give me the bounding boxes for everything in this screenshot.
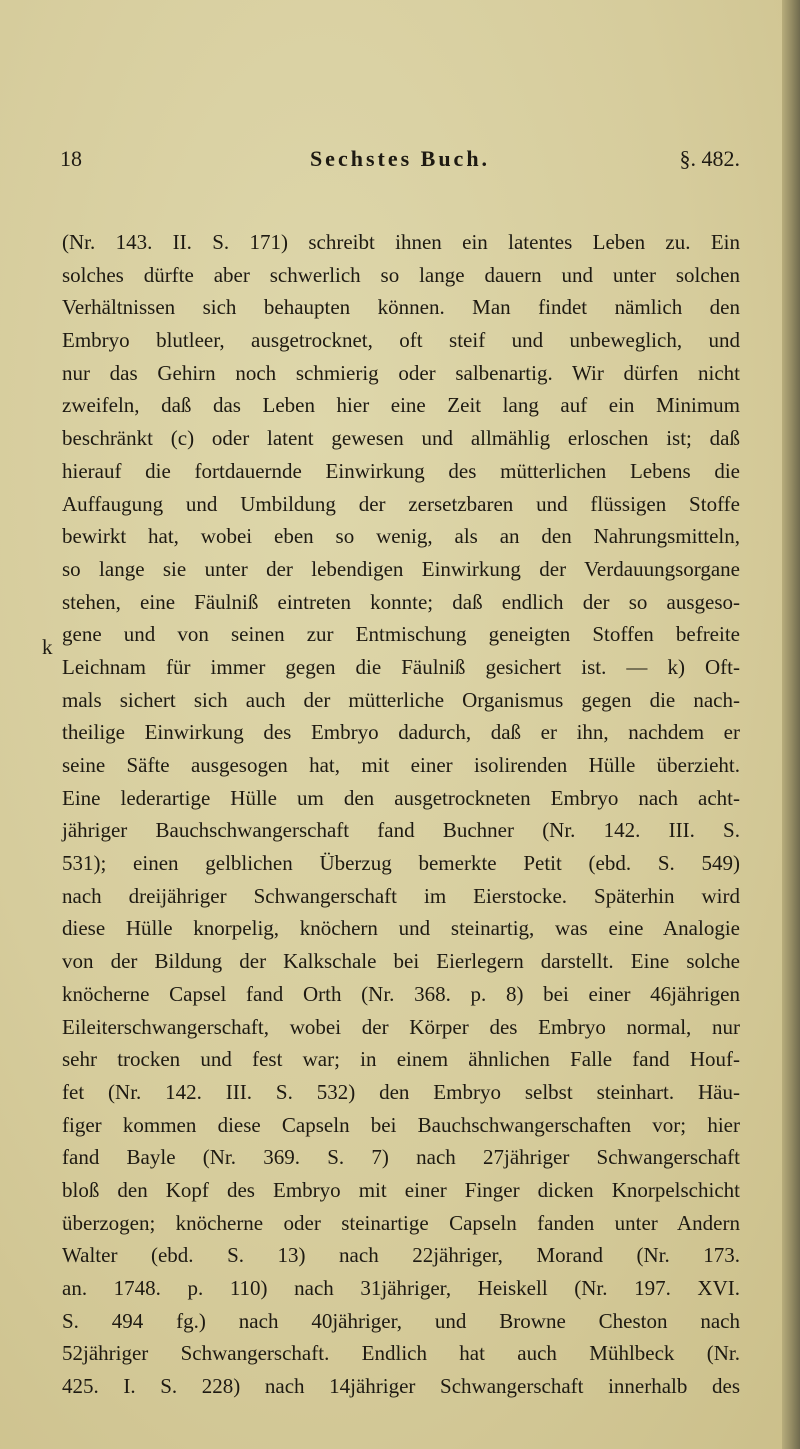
text-line: 531); einen gelblichen Überzug bemerkte Petit (ebd. S. 549) <box>62 851 740 876</box>
text-line: nur das Gehirn noch schmierig oder salbenartig. Wir dürfen nicht <box>62 360 740 385</box>
page-header <box>60 146 740 180</box>
page-number: 18 <box>60 146 82 171</box>
text-line: fet (Nr. 142. III. S. 532) den Embryo selbst steinhart. Häu- <box>62 1079 740 1104</box>
text-line: 52jähriger Schwangerschaft. Endlich hat auch Mühlbeck (Nr. <box>62 1341 740 1366</box>
text-line: an. 1748. p. 110) nach 31jähriger, Heiskell (Nr. 197. XVI. <box>62 1276 740 1300</box>
text-line: bloß den Kopf des Embryo mit einer Finger dicken Knorpelschicht <box>62 1177 740 1202</box>
text-line: figer kommen diese Capseln bei Bauchschwangerschaften vor; hier <box>62 1112 740 1137</box>
running-title: Sechstes Buch. <box>309 146 491 171</box>
text-line: mals sichert sich auch der mütterliche Organismus gegen die nach- <box>62 687 740 712</box>
text-line: Leichnam für immer gegen die Fäulniß gesichert ist. — k) Oft- <box>62 654 740 679</box>
page-edge-shadow <box>782 0 800 1449</box>
text-line: (Nr. 143. II. S. 171) schreibt ihnen ein latentes Leben zu. Ein <box>62 230 740 254</box>
text-line: diese Hülle knorpelig, knöchern und steinartig, was eine Analogie <box>62 916 740 941</box>
text-line: fand Bayle (Nr. 369. S. 7) nach 27jähriger Schwangerschaft <box>62 1145 740 1170</box>
section-number: §. 482. <box>679 146 740 171</box>
text-line: jähriger Bauchschwangerschaft fand Buchner (Nr. 142. III. S. <box>62 818 740 843</box>
text-line: seine Säfte ausgesogen hat, mit einer isolirenden Hülle überzieht. <box>62 753 740 777</box>
text-line: stehen, eine Fäulniß eintreten konnte; daß endlich der so ausgeso- <box>62 589 740 614</box>
text-line: sehr trocken und fest war; in einem ähnlichen Falle fand Houf- <box>62 1047 740 1072</box>
text-line: Verhältnissen sich behaupten können. Man findet nämlich den <box>62 295 740 320</box>
text-line: Eine lederartige Hülle um den ausgetrockneten Embryo nach acht- <box>62 785 740 810</box>
text-line: S. 494 fg.) nach 40jähriger, und Browne Cheston nach <box>62 1308 740 1333</box>
text-line: Embryo blutleer, ausgetrocknet, oft steif und unbeweglich, und <box>62 328 740 353</box>
text-line: hierauf die fortdauernde Einwirkung des mütterlichen Lebens die <box>62 458 740 483</box>
text-line: theilige Einwirkung des Embryo dadurch, daß er ihn, nachdem er <box>62 720 740 745</box>
text-line: gene und von seinen zur Entmischung geneigten Stoffen befreite <box>62 622 740 647</box>
text-line: solches dürfte aber schwerlich so lange dauern und unter solchen <box>62 262 740 287</box>
text-line: so lange sie unter der lebendigen Einwirkung der Verdauungsorgane <box>62 556 740 581</box>
text-line: nach dreijähriger Schwangerschaft im Eierstocke. Späterhin wird <box>62 883 740 908</box>
text-line: knöcherne Capsel fand Orth (Nr. 368. p. 8) bei einer 46jährigen <box>62 981 740 1006</box>
text-line: von der Bildung der Kalkschale bei Eierlegern darstellt. Eine solche <box>62 949 740 974</box>
text-line: zweifeln, daß das Leben hier eine Zeit lang auf ein Minimum <box>62 393 740 418</box>
text-line: beschränkt (c) oder latent gewesen und allmählig erloschen ist; daß <box>62 426 740 451</box>
text-line: bewirkt hat, wobei eben so wenig, als an den Nahrungsmitteln, <box>62 524 740 549</box>
text-line: überzogen; knöcherne oder steinartige Capseln fanden unter Andern <box>62 1210 740 1235</box>
margin-note: k <box>42 635 53 659</box>
text-line: Auffaugung und Umbildung der zersetzbaren und flüssigen Stoffe <box>62 491 740 516</box>
text-line: Walter (ebd. S. 13) nach 22jähriger, Morand (Nr. 173. <box>62 1243 740 1268</box>
body-text <box>62 226 740 1403</box>
text-line: 425. I. S. 228) nach 14jähriger Schwangerschaft innerhalb des <box>62 1374 740 1399</box>
text-line: Eileiterschwangerschaft, wobei der Körper des Embryo normal, nur <box>62 1014 740 1039</box>
